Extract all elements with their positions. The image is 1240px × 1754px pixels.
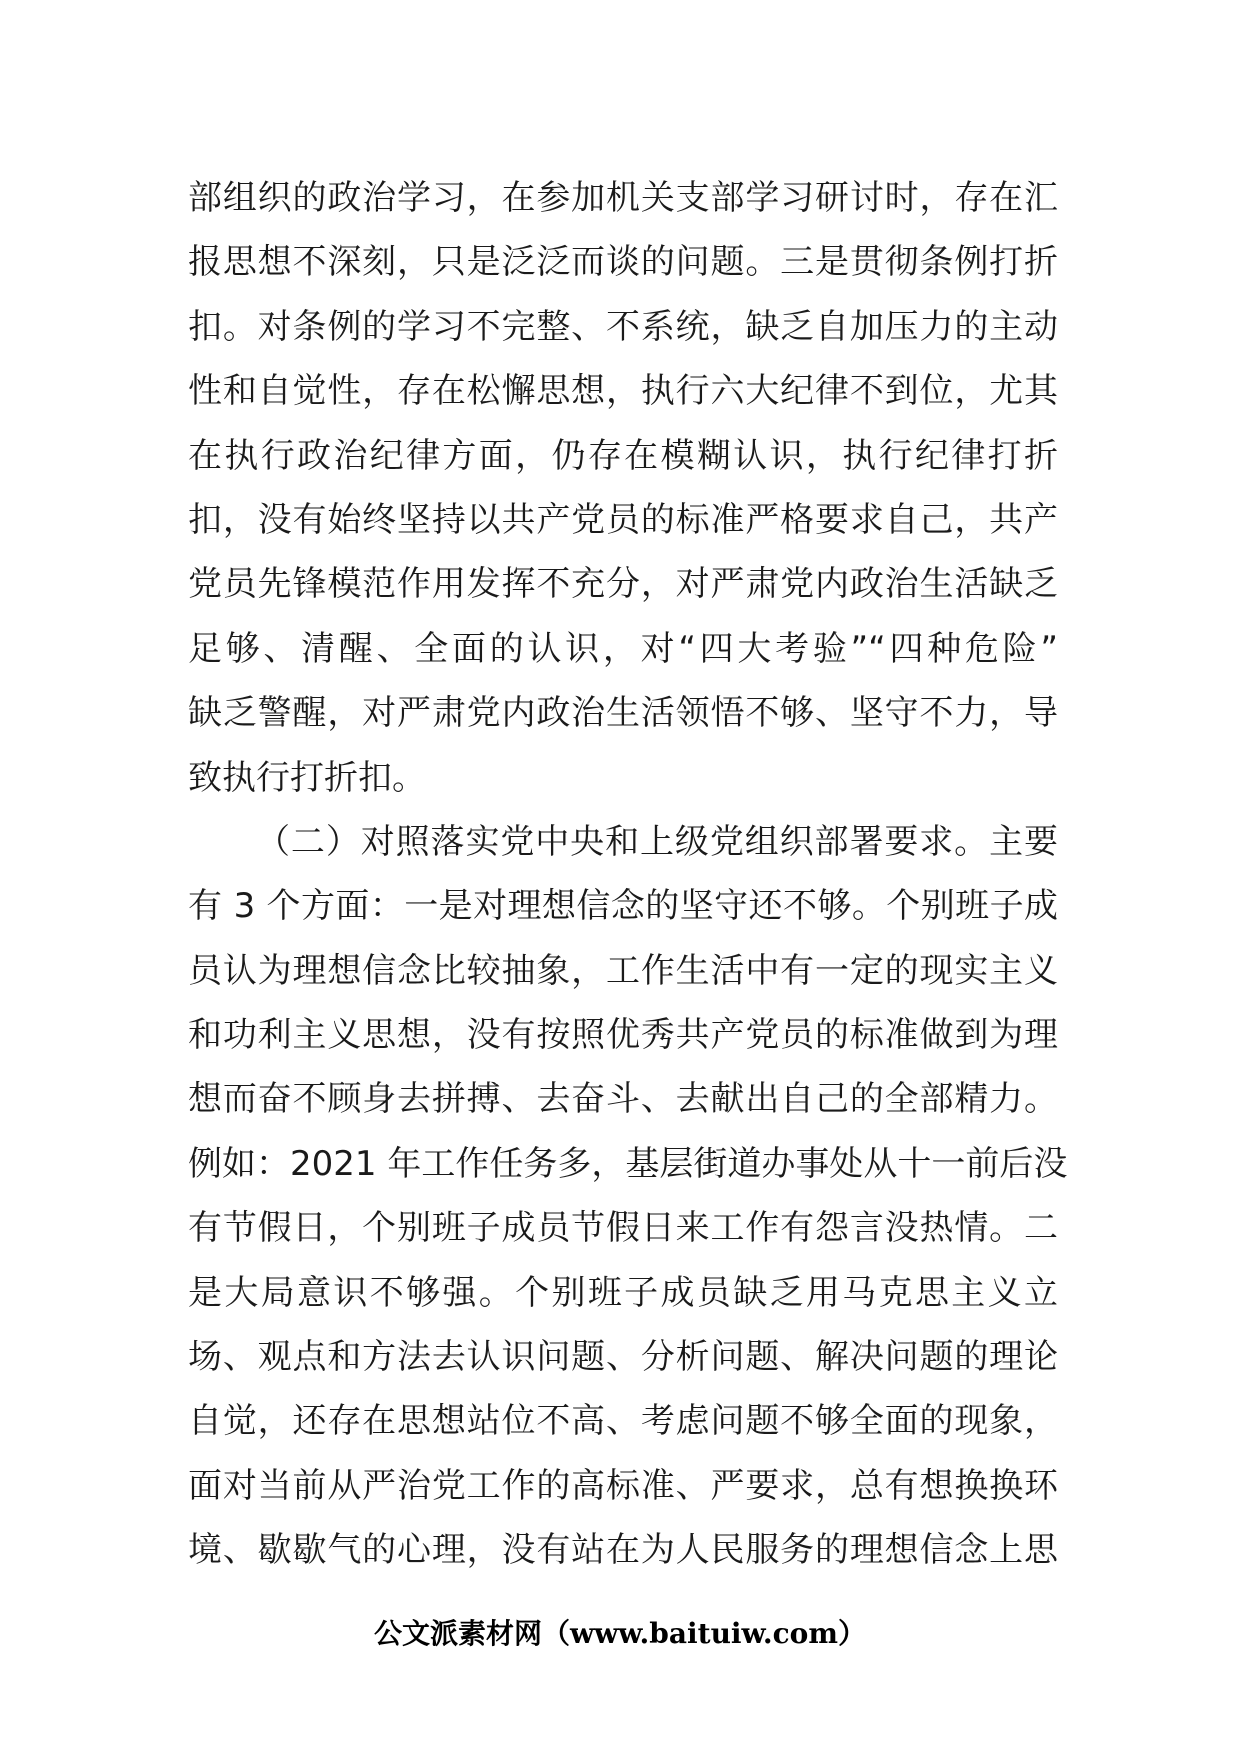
paragraph-1 xyxy=(188,166,1058,810)
footer-watermark: 公文派素材网（www.baituiw.com） xyxy=(374,1617,866,1650)
text-line: 想而奋不顾身去拼搏、去奋斗、去献出自己的全部精力。 xyxy=(188,1079,1058,1120)
text-line: 和功利主义思想，没有按照优秀共产党员的标准做到为理 xyxy=(188,1015,1058,1056)
text-line: 员认为理想信念比较抽象，工作生活中有一定的现实主义 xyxy=(188,950,1058,991)
text-line: 缺乏警醒，对严肃党内政治生活领悟不够、坚守不力，导 xyxy=(188,693,1058,734)
paragraph-2 xyxy=(188,810,1068,1583)
text-line: 有 3 个方面：一是对理想信念的坚守还不够。个别班子成 xyxy=(188,886,1058,927)
text-line: 是大局意识不够强。个别班子成员缺乏用马克思主义立 xyxy=(188,1272,1058,1313)
text-line: 党员先锋模范作用发挥不充分，对严肃党内政治生活缺乏 xyxy=(188,564,1058,605)
text-line: （二）对照落实党中央和上级党组织部署要求。主要 xyxy=(256,821,1058,862)
text-line: 报思想不深刻，只是泛泛而谈的问题。三是贯彻条例打折 xyxy=(188,242,1058,283)
text-line: 扣，没有始终坚持以共产党员的标准严格要求自己，共产 xyxy=(188,499,1058,540)
text-line: 性和自觉性，存在松懈思想，执行六大纪律不到位，尤其 xyxy=(188,371,1058,412)
text-line: 例如：2021 年工作任务多，基层街道办事处从十一前后没 xyxy=(188,1143,1068,1184)
text-line: 足够、清醒、全面的认识，对“四大考验”“四种危险” xyxy=(188,628,1058,669)
text-line: 境、歇歇气的心理，没有站在为人民服务的理想信念上思 xyxy=(188,1530,1058,1571)
document-body xyxy=(188,166,1068,1583)
text-line: 面对当前从严治党工作的高标准、严要求，总有想换换环 xyxy=(188,1465,1058,1506)
text-line: 在执行政治纪律方面，仍存在模糊认识，执行纪律打折 xyxy=(188,435,1058,476)
text-line: 部组织的政治学习，在参加机关支部学习研讨时，存在汇 xyxy=(188,178,1058,218)
text-line: 扣。对条例的学习不完整、不系统，缺乏自加压力的主动 xyxy=(188,306,1058,347)
text-line: 致执行打折扣。 xyxy=(188,757,426,798)
text-line: 场、观点和方法去认识问题、分析问题、解决问题的理论 xyxy=(188,1337,1058,1378)
text-line: 自觉，还存在思想站位不高、考虑问题不够全面的现象， xyxy=(188,1401,1058,1442)
text-line: 有节假日，个别班子成员节假日来工作有怨言没热情。二 xyxy=(188,1208,1058,1249)
